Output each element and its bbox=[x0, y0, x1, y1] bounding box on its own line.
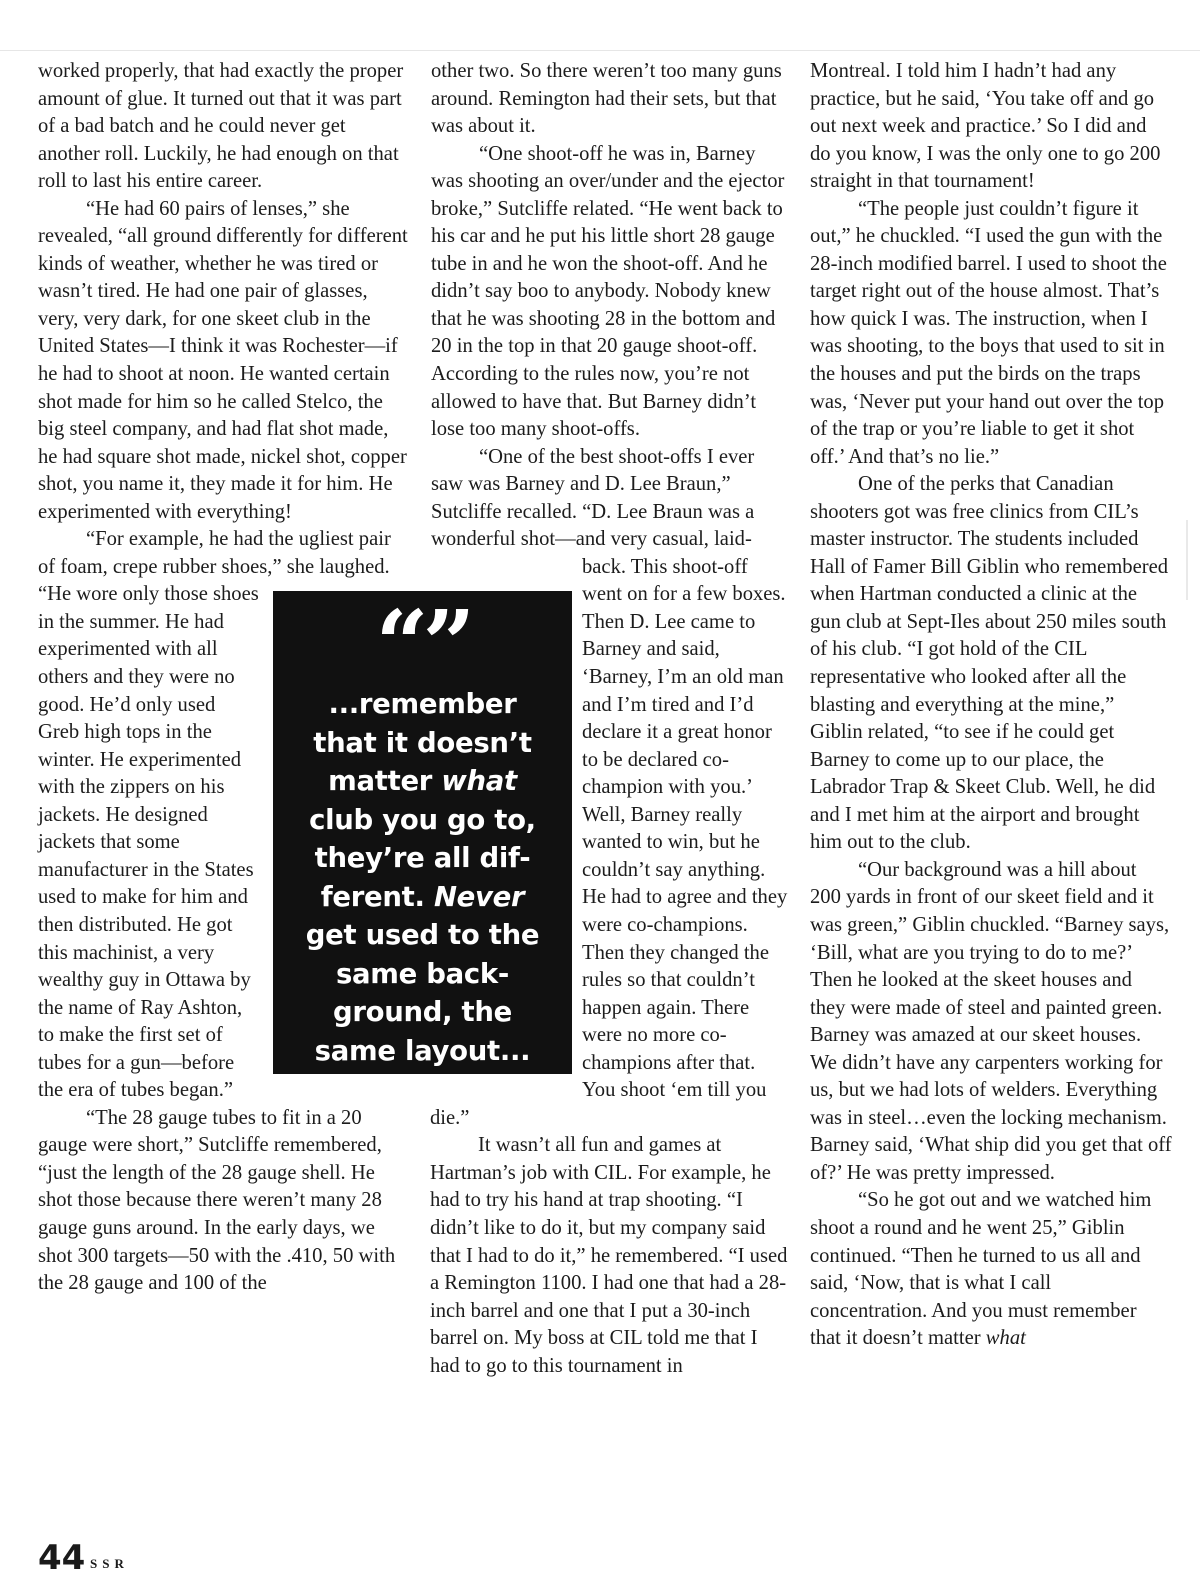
page-number: 44 bbox=[38, 1538, 86, 1578]
pq-line: ferent. bbox=[320, 880, 425, 913]
col3-paragraph-5 bbox=[810, 1187, 1172, 1352]
col1-paragraph-1: worked properly, that had exactly the proper amount of glue. It turned out that it was part of a bad batch and he could never get another roll. Luckily, he had enough on that roll to last his entire career. bbox=[38, 60, 404, 193]
col2-paragraph-3: “One of the best shoot-offs I ever saw was Barney and D. Lee Braun,” Sutcliffe recalled. “D. Lee Braun was a wonderful shot—and very casual, laid-back. This shoot-off went on for a few boxes. Then D. Lee came to Barney and said, ‘Barney, I’m an old man and I’m tired and I’d declare it a great honor to be declared co-champion with you.’ Well, Barney really wanted to win, but he couldn’t say anything. He had to agree and they were co-champions. Then they changed the rules so that couldn’t happen again. There were no more co-champions after that. You shoot ‘em till you die.” bbox=[430, 445, 788, 1129]
scan-edge-mark bbox=[1186, 520, 1188, 600]
magazine-name: SSR bbox=[90, 1556, 129, 1571]
col3-emphasis-what: what bbox=[985, 1327, 1026, 1350]
pull-quote-box bbox=[273, 591, 572, 1074]
col1-paragraph-2: “He had 60 pairs of lenses,” she revealed, “all ground differently for different kinds of weather, whether he was tired or wasn’t tired. He had one pair of glasses, very, very dark, for one skeet club in the United States—I think it was Rochester—if he had to shoot at noon. He wanted certain shot made for him so he called Stelco, the big steel company, and had flat shot made, he had square shot made, nickel shot, copper shot, you name it, they made it for him. He experimented with everything! bbox=[38, 197, 408, 523]
pq-line: they’re all dif- bbox=[314, 842, 531, 874]
col1-paragraph-3: “For example, he had the ugliest pair of foam, crepe rubber shoes,” she laughed. “He wore only those shoes in the summer. He had experimented with all others and they were no good. He’d only used Greb high tops in the winter. He experimented with the zippers on his jackets. He designed jackets that some manufacturer in the States used to make for him and then distributed. He got this machinist, a very wealthy guy in Ottawa by the name of Ray Ashton, to make the first set of tubes for a gun—before the era of tubes began.” bbox=[38, 528, 391, 1102]
pq-line: that it doesn’t bbox=[313, 726, 532, 759]
pull-quote-marks: “” bbox=[375, 590, 470, 698]
col2-paragraph-2: “One shoot-off he was in, Barney was shooting an over/under and the ejector broke,” Sutcliffe related. “He went back to his car and he put his little short 28 gauge tube in and he won the shoot-off. And he didn’t say boo to anybody. Nobody knew that he was shooting 28 in the bottom and 20 in the top in that 20 gauge shoot-off. According to the rules now, you’re not allowed to have that. But Barney didn’t lose too many shoot-offs. bbox=[431, 142, 785, 441]
pq-line: club you go to, bbox=[309, 803, 536, 836]
col2-paragraph-1: other two. So there weren’t too many guns around. Remington had their sets, but that was about it. bbox=[431, 60, 782, 138]
page-top-rule bbox=[0, 50, 1200, 51]
col3-paragraph-2: “The people just couldn’t figure it out,” he chuckled. “I used the gun with the 28-inch modified barrel. I used to shoot the target right out of the house almost. That’s how quick I was. The instruction, when I was shooting, to the boys that used to sit in the houses and put the birds on the traps was, ‘Never put your hand out over the top of the trap or you’re liable to get it shot off.’ And that’s no lie.” bbox=[810, 197, 1167, 468]
pq-line: ...remember bbox=[328, 688, 517, 720]
pq-line: same layout... bbox=[314, 1034, 531, 1067]
pq-line: ground, the bbox=[332, 996, 513, 1028]
article-column-3 bbox=[810, 58, 1172, 1353]
pq-line: get used to the bbox=[305, 919, 540, 951]
pq-emphasis-what: what bbox=[441, 765, 517, 797]
col3-paragraph-5-text: “So he got out and we watched him shoot a round and he went 25,” Giblin continued. “Then he turned to us all and said, ‘Now, that is what I call concentration. And you must remember that it doesn’t matter bbox=[810, 1189, 1152, 1350]
wrap-spacer bbox=[409, 58, 410, 586]
col3-paragraph-3: One of the perks that Canadian shooters got was free clinics from CIL’s master instructor. The students included Hall of Famer Bill Giblin who remembered when Hartman conducted a clinic at the gun club at Sept-Iles about 250 miles south of his club. “I got hold of the CIL representative who looked after all the blasting and everything at the mine,” Giblin related, “to see if he could get Barney to come up to our place, the Labrador Trap & Skeet Club. Well, he did and I met him at the airport and brought him out to the club. bbox=[810, 473, 1169, 854]
col2-paragraph-4: It wasn’t all fun and games at Hartman’s job with CIL. For example, he had to try his hand at trap shooting. “I didn’t like to do it, but my company said that I had to do it,” he remembered. “I used a Remington 1100. I had one that had a 28-inch barrel and one that I put a 30-inch barrel on. My boss at CIL told me that I had to go to this tournament in bbox=[430, 1134, 788, 1377]
pq-line: same back- bbox=[335, 957, 510, 990]
pq-emphasis-never: Never bbox=[433, 880, 525, 913]
col3-paragraph-4: “Our background was a hill about 200 yards in front of our skeet field and it was green,” Giblin chuckled. “Barney says, ‘Bill, what are you trying to do to me?’ Then he looked at the skeet houses and they were made of steel and painted green. Barney was amazed at our skeet houses. We didn’t have any carpenters working for us, but we had lots of welders. Everything was in steel…even the locking mechanism. Barney said, ‘What ship did you get that off of?’ He was pretty impressed. bbox=[810, 858, 1172, 1184]
pq-line: matter bbox=[328, 765, 433, 797]
col1-paragraph-4: “The 28 gauge tubes to fit in a 20 gauge were short,” Sutcliffe remembered, “just the length of the 28 gauge shell. He shot those because there weren’t many 28 gauge guns around. In the early days, we shot 300 targets—50 with the .410, 50 with the 28 gauge and 100 of the bbox=[38, 1106, 396, 1295]
col3-paragraph-1: Montreal. I told him I hadn’t had any practice, but he said, ‘You take off and go out next week and practice.’ So I did and do you know, I was the only one to go 200 straight in that tournament! bbox=[810, 60, 1161, 193]
pull-quote-text bbox=[273, 685, 572, 1070]
